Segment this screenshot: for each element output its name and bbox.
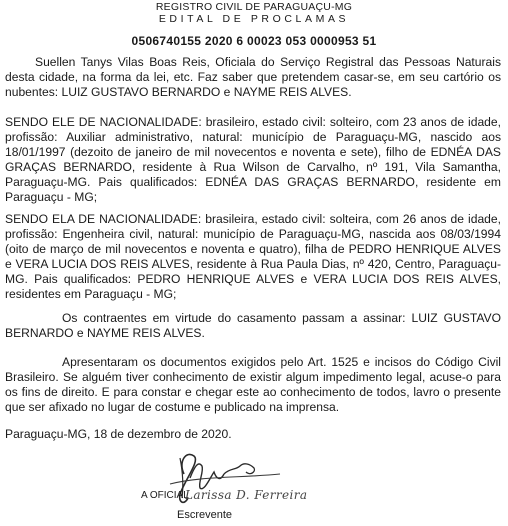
registry-title: REGISTRO CIVIL DE PARAGUAÇU-MG [155, 1, 353, 13]
oficial-label: A OFICIAL [141, 490, 189, 501]
place-date: Paraguaçu-MG, 18 de dezembro de 2020. [5, 427, 232, 441]
registry-number: 0506740155 2020 6 00023 053 0000953 51 [131, 34, 377, 48]
signer-role: Escrevente [177, 509, 233, 521]
intro-paragraph: Suellen Tanys Vilas Boas Reis, Oficiala do Serviço Registral das Pessoas Naturais desta cidade, na forma da lei, etc. Faz saber que pretendem casar-se, em seu cartório os nubentes: LUIZ GUSTAVO BERNARDO e NAYME REIS ALVES. [5, 55, 501, 99]
handwritten-signature [140, 448, 360, 526]
signature-block [140, 448, 360, 526]
edital-title: EDITAL DE PROCLAMAS [158, 13, 350, 25]
groom-paragraph: SENDO ELE DE NACIONALIDADE: brasileiro, estado civil: solteiro, com 23 anos de idade, profissão: Auxiliar administrativo, natural: município de Paraguaçu-MG, nascido aos 18/01/1997 (dezoito de janeiro de mil novecentos e noventa e sete), filho de EDNÉA DAS GRAÇAS BERNARDO, residente à Rua Wilson de Carvalho, nº 191, Vila Samantha, Paraguaçu-MG. Pais qualificados: EDNÉA DAS GRAÇAS BERNARDO, residente em Paraguaçu - MG; [5, 115, 501, 204]
signer-name: Larissa D. Ferreira [185, 488, 308, 502]
documents-paragraph: Apresentaram os documentos exigidos pelo Art. 1525 e incisos do Código Civil Brasileiro. Se alguém tiver conhecimento de existir algum impedimento legal, acuse-o para os fins de direito. E para constar e chegar este ao conhecimento de todos, lavro o presente que ser afixado no lugar de costume e publicado na imprensa. [5, 355, 501, 414]
sign-notice-paragraph: Os contraentes em virtude do casamento passam a assinar: LUIZ GUSTAVO BERNARDO e NAYME REIS ALVES. [5, 311, 501, 340]
bride-paragraph: SENDO ELA DE NACIONALIDADE: brasileira, estado civil: solteira, com 26 anos de idade, profissão: Engenheira civil, natural: município de Paraguaçu-MG, nascida aos 08/03/1994 (oito de março de mil novecentos e noventa e quatro), filha de PEDRO HENRIQUE ALVES e VERA LUCIA DOS REIS ALVES, residente à Rua Paula Dias, nº 420, Centro, Paraguaçu-MG. Pais qualificados: PEDRO HENRIQUE ALVES e VERA LUCIA DOS REIS ALVES, residentes em Paraguaçu - MG; [5, 212, 501, 301]
